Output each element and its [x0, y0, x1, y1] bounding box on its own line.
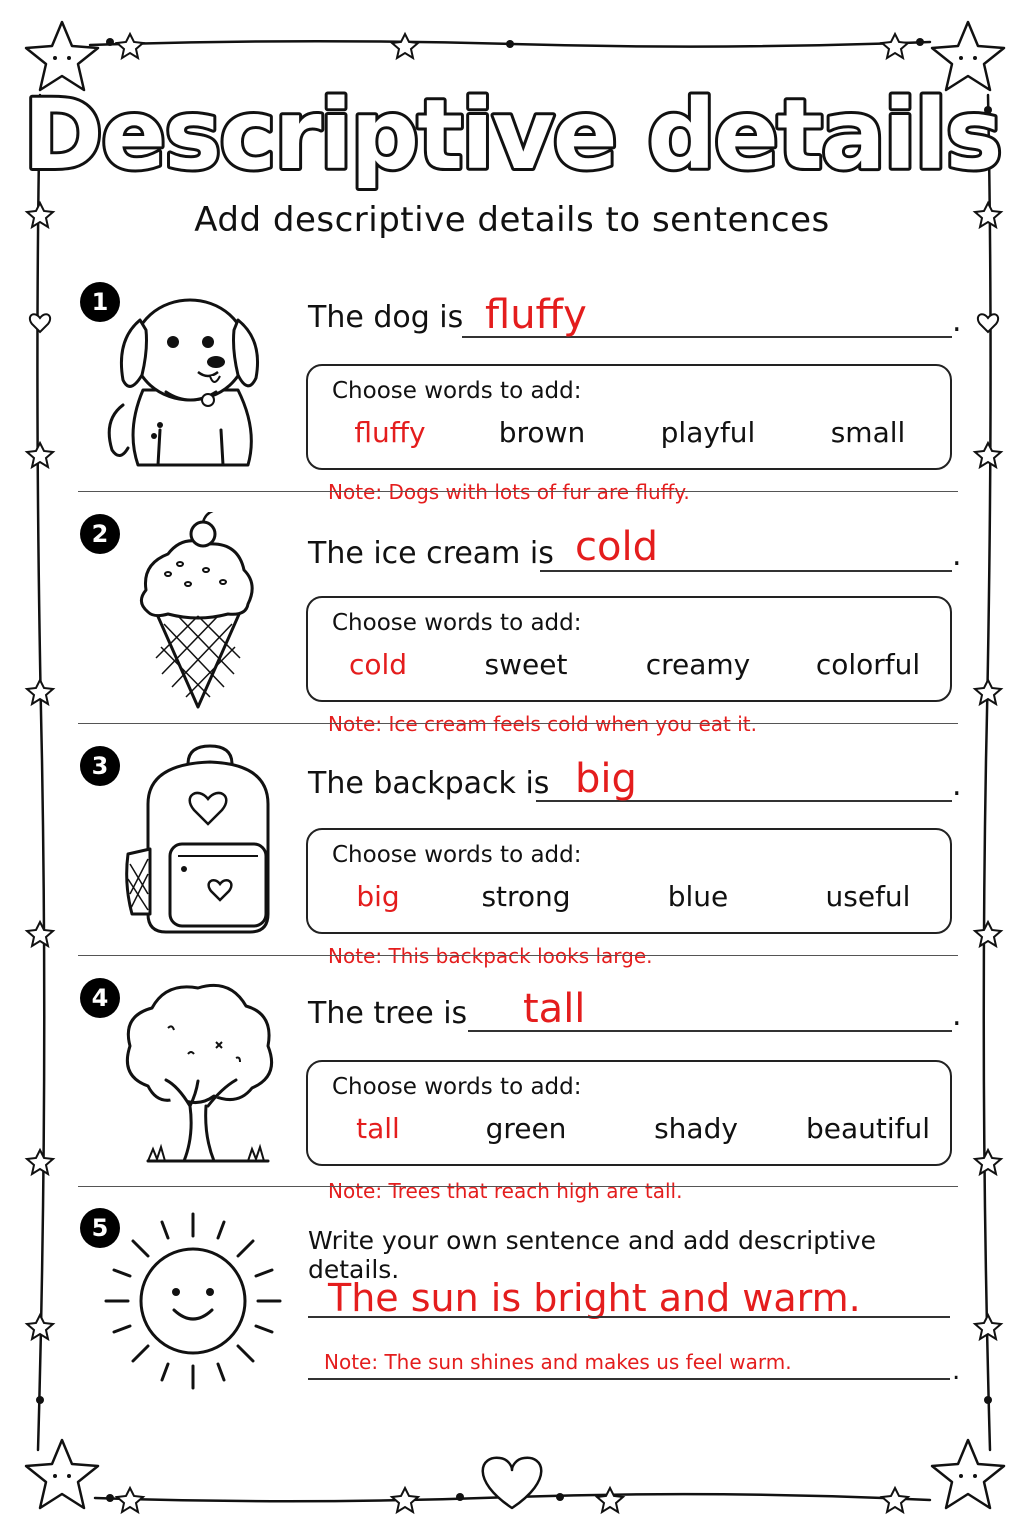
choice-word[interactable]: fluffy	[354, 416, 426, 449]
sentence-period: .	[952, 304, 962, 339]
exercise-5	[78, 1206, 961, 1396]
sentence-text: The ice cream is	[308, 536, 554, 571]
choice-word[interactable]: creamy	[645, 648, 751, 681]
word-choices-box	[306, 828, 952, 934]
own-answer-text: The sun is bright and warm.	[328, 1276, 861, 1320]
section-divider	[78, 1186, 958, 1187]
number-badge: 3	[80, 746, 120, 786]
choices-label: Choose words to add:	[332, 610, 582, 636]
backpack-icon	[118, 744, 278, 944]
section-divider	[78, 723, 958, 724]
choice-word[interactable]: big	[356, 880, 400, 913]
note-text: Note: Ice cream feels cold when you eat it.	[328, 712, 757, 736]
section-divider	[78, 955, 958, 956]
tree-icon	[118, 976, 278, 1176]
heart-icon	[483, 1458, 542, 1508]
dog-icon	[98, 280, 278, 480]
exercise-4	[78, 976, 962, 1203]
note-text: Note: Dogs with lots of fur are fluffy.	[328, 480, 690, 504]
sentence-period: .	[952, 1356, 961, 1386]
note-text: Note: The sun shines and makes us feel warm.	[324, 1350, 792, 1374]
answer-line[interactable]	[308, 1316, 950, 1318]
number-badge: 1	[80, 282, 120, 322]
page-subtitle: Add descriptive details to sentences	[194, 200, 830, 240]
own-sentence-prompt: Write your own sentence and add descriptive details.	[308, 1226, 877, 1284]
choices-label: Choose words to add:	[332, 378, 582, 404]
choice-word[interactable]: shady	[654, 1112, 738, 1145]
corner-star-icon	[932, 1440, 1004, 1508]
section-divider	[78, 491, 958, 492]
exercise-3	[78, 744, 962, 968]
choice-word[interactable]: useful	[825, 880, 911, 913]
choice-word[interactable]: blue	[667, 880, 729, 913]
choice-word[interactable]: beautiful	[805, 1112, 931, 1145]
answer-blank[interactable]	[540, 570, 952, 572]
choices-label: Choose words to add:	[332, 1074, 582, 1100]
page-title	[0, 78, 1024, 198]
answer-text: tall	[523, 986, 586, 1032]
note-text: Note: This backpack looks large.	[328, 944, 653, 968]
sentence-period: .	[952, 538, 962, 573]
answer-text: fluffy	[485, 292, 587, 338]
sentence-text: The tree is	[308, 996, 468, 1031]
number-badge: 2	[80, 514, 120, 554]
ice-cream-icon	[128, 512, 268, 712]
sentence-text: The dog is	[308, 300, 464, 335]
choice-word[interactable]: small	[830, 416, 906, 449]
sun-icon	[98, 1206, 288, 1396]
word-choices-box	[306, 1060, 952, 1166]
choice-word[interactable]: sweet	[484, 648, 568, 681]
answer-line[interactable]	[308, 1378, 950, 1380]
note-text: Note: Trees that reach high are tall.	[328, 1179, 683, 1203]
exercise-1	[78, 280, 962, 504]
choice-word[interactable]: brown	[498, 416, 586, 449]
choice-word[interactable]: cold	[348, 648, 408, 681]
sentence-text: The backpack is	[308, 766, 550, 801]
answer-text: big	[575, 756, 637, 802]
word-choices-box	[306, 364, 952, 470]
choice-word[interactable]: tall	[356, 1112, 400, 1145]
word-choices-box	[306, 596, 952, 702]
exercise-2	[78, 512, 962, 736]
choice-word[interactable]: strong	[481, 880, 571, 913]
svg-text:Descriptive details: Descriptive details	[23, 79, 1001, 191]
choice-word[interactable]: green	[485, 1112, 567, 1145]
sentence-period: .	[952, 768, 962, 803]
number-badge: 4	[80, 978, 120, 1018]
choices-label: Choose words to add:	[332, 842, 582, 868]
choice-word[interactable]: colorful	[815, 648, 921, 681]
number-badge: 5	[80, 1208, 120, 1248]
choice-word[interactable]: playful	[660, 416, 756, 449]
sentence-period: .	[952, 998, 962, 1033]
answer-text: cold	[575, 524, 658, 570]
